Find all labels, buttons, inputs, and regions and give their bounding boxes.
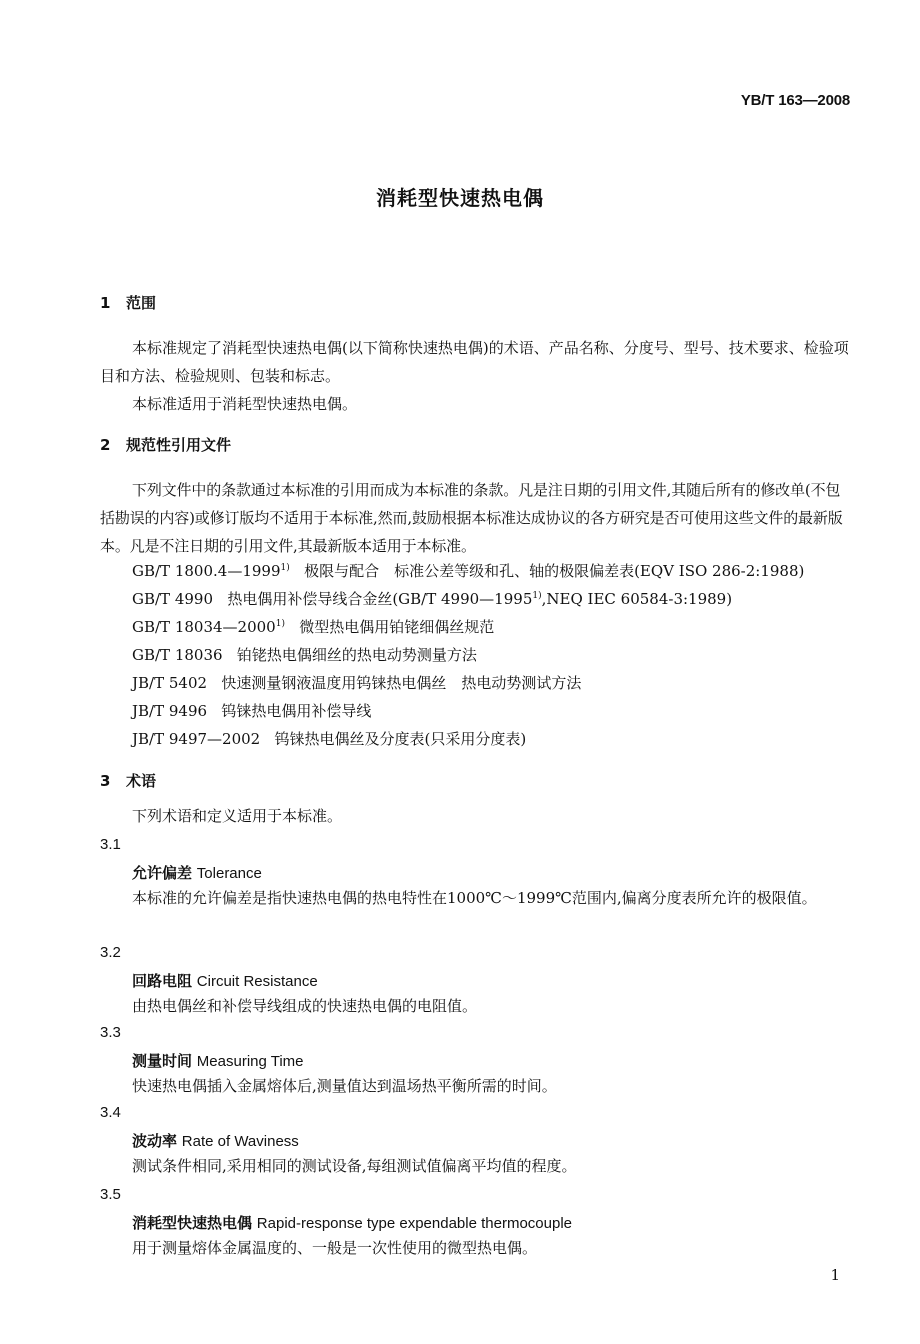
term-number: 3.5 xyxy=(100,1186,121,1203)
page-number: 1 xyxy=(830,1266,840,1284)
term-heading xyxy=(132,1130,299,1151)
reference-title-tail: ,NEQ IEC 60584-3:1989) xyxy=(541,590,733,608)
reference-title: 铂铑热电偶细丝的热电动势测量方法 xyxy=(236,646,477,664)
standard-number: YB/T 163—2008 xyxy=(740,92,850,109)
section-number: 3 xyxy=(100,772,111,790)
section-1-paragraph-1: 本标准规定了消耗型快速热电偶(以下简称快速热电偶)的术语、产品名称、分度号、型号、技术要求、检验项目和方法、检验规则、包装和标志。 xyxy=(100,339,849,385)
reference-item xyxy=(132,560,804,581)
footnote-marker: 1) xyxy=(532,591,542,601)
reference-item xyxy=(132,700,371,721)
term-number: 3.3 xyxy=(100,1024,121,1041)
footnote-marker: 1) xyxy=(275,619,285,629)
term-number: 3.2 xyxy=(100,944,121,961)
reference-title: 快速测量钢液温度用钨铼热电偶丝 热电动势测试方法 xyxy=(221,674,582,692)
reference-item xyxy=(132,616,494,637)
term-name-zh: 消耗型快速热电偶 xyxy=(132,1214,253,1232)
section-number: 2 xyxy=(100,436,111,454)
reference-title: 热电偶用补偿导线合金丝(GB/T 4990—1995 xyxy=(227,590,533,608)
term-definition: 由热电偶丝和补偿导线组成的快速热电偶的电阻值。 xyxy=(132,997,478,1015)
reference-title: 微型热电偶用铂铑细偶丝规范 xyxy=(299,618,495,636)
reference-code: JB/T 5402 xyxy=(132,674,208,692)
reference-title: 钨铼热电偶用补偿导线 xyxy=(221,702,372,720)
reference-code: JB/T 9497—2002 xyxy=(132,730,261,748)
reference-code: JB/T 9496 xyxy=(132,702,208,720)
term-definition: 用于测量熔体金属温度的、一般是一次性使用的微型热电偶。 xyxy=(132,1239,538,1257)
term-heading xyxy=(132,970,318,991)
section-3-heading xyxy=(100,770,156,791)
reference-item xyxy=(132,728,526,749)
term-name-en: Tolerance xyxy=(196,865,262,882)
reference-title: 极限与配合 标准公差等级和孔、轴的极限偏差表(EQV ISO 286-2:1988) xyxy=(304,562,805,580)
term-heading xyxy=(132,1212,572,1233)
reference-code: GB/T 1800.4—1999 xyxy=(132,562,281,580)
term-name-en: Measuring Time xyxy=(196,1053,304,1070)
term-heading xyxy=(132,862,262,883)
reference-item xyxy=(132,644,477,665)
section-title: 范围 xyxy=(126,294,157,312)
section-2-paragraph: 下列文件中的条款通过本标准的引用而成为本标准的条款。凡是注日期的引用文件,其随后所有的修改单(不包括勘误的内容)或修订版均不适用于本标准,然而,鼓励根据本标准达成协议的各方研究是否可使用这些文件的最新版本。凡是不注日期的引用文件,其最新版本适用于本标准。 xyxy=(100,481,843,555)
reference-title: 钨铼热电偶丝及分度表(只采用分度表) xyxy=(274,730,527,748)
section-3-intro: 下列术语和定义适用于本标准。 xyxy=(132,807,343,825)
reference-item xyxy=(132,672,581,693)
section-1-paragraph-2: 本标准适用于消耗型快速热电偶。 xyxy=(132,395,358,413)
term-name-en: Rate of Waviness xyxy=(181,1133,299,1150)
term-name-zh: 测量时间 xyxy=(132,1052,193,1070)
section-1-heading xyxy=(100,292,156,313)
section-title: 术语 xyxy=(126,772,157,790)
term-name-en: Rapid-response type expendable thermocouple xyxy=(256,1215,573,1232)
reference-code: GB/T 18034—2000 xyxy=(132,618,276,636)
term-name-en: Circuit Resistance xyxy=(196,973,318,990)
term-name-zh: 波动率 xyxy=(132,1132,178,1150)
document-title: 消耗型快速热电偶 xyxy=(376,186,544,210)
section-title: 规范性引用文件 xyxy=(126,436,232,454)
term-definition: 测试条件相同,采用相同的测试设备,每组测试值偏离平均值的程度。 xyxy=(132,1157,577,1175)
term-name-zh: 回路电阻 xyxy=(132,972,193,990)
term-number: 3.1 xyxy=(100,836,121,853)
term-definition: 本标准的允许偏差是指快速热电偶的热电特性在1000℃～1999℃范围内,偏离分度表所允许的极限值。 xyxy=(132,889,817,907)
term-heading xyxy=(132,1050,304,1071)
term-name-zh: 允许偏差 xyxy=(132,864,193,882)
footnote-marker: 1) xyxy=(280,563,290,573)
reference-item xyxy=(132,588,732,609)
section-2-heading xyxy=(100,434,231,455)
term-number: 3.4 xyxy=(100,1104,121,1121)
section-number: 1 xyxy=(100,294,111,312)
term-definition: 快速热电偶插入金属熔体后,测量值达到温场热平衡所需的时间。 xyxy=(132,1077,557,1095)
reference-code: GB/T 4990 xyxy=(132,590,214,608)
reference-code: GB/T 18036 xyxy=(132,646,223,664)
